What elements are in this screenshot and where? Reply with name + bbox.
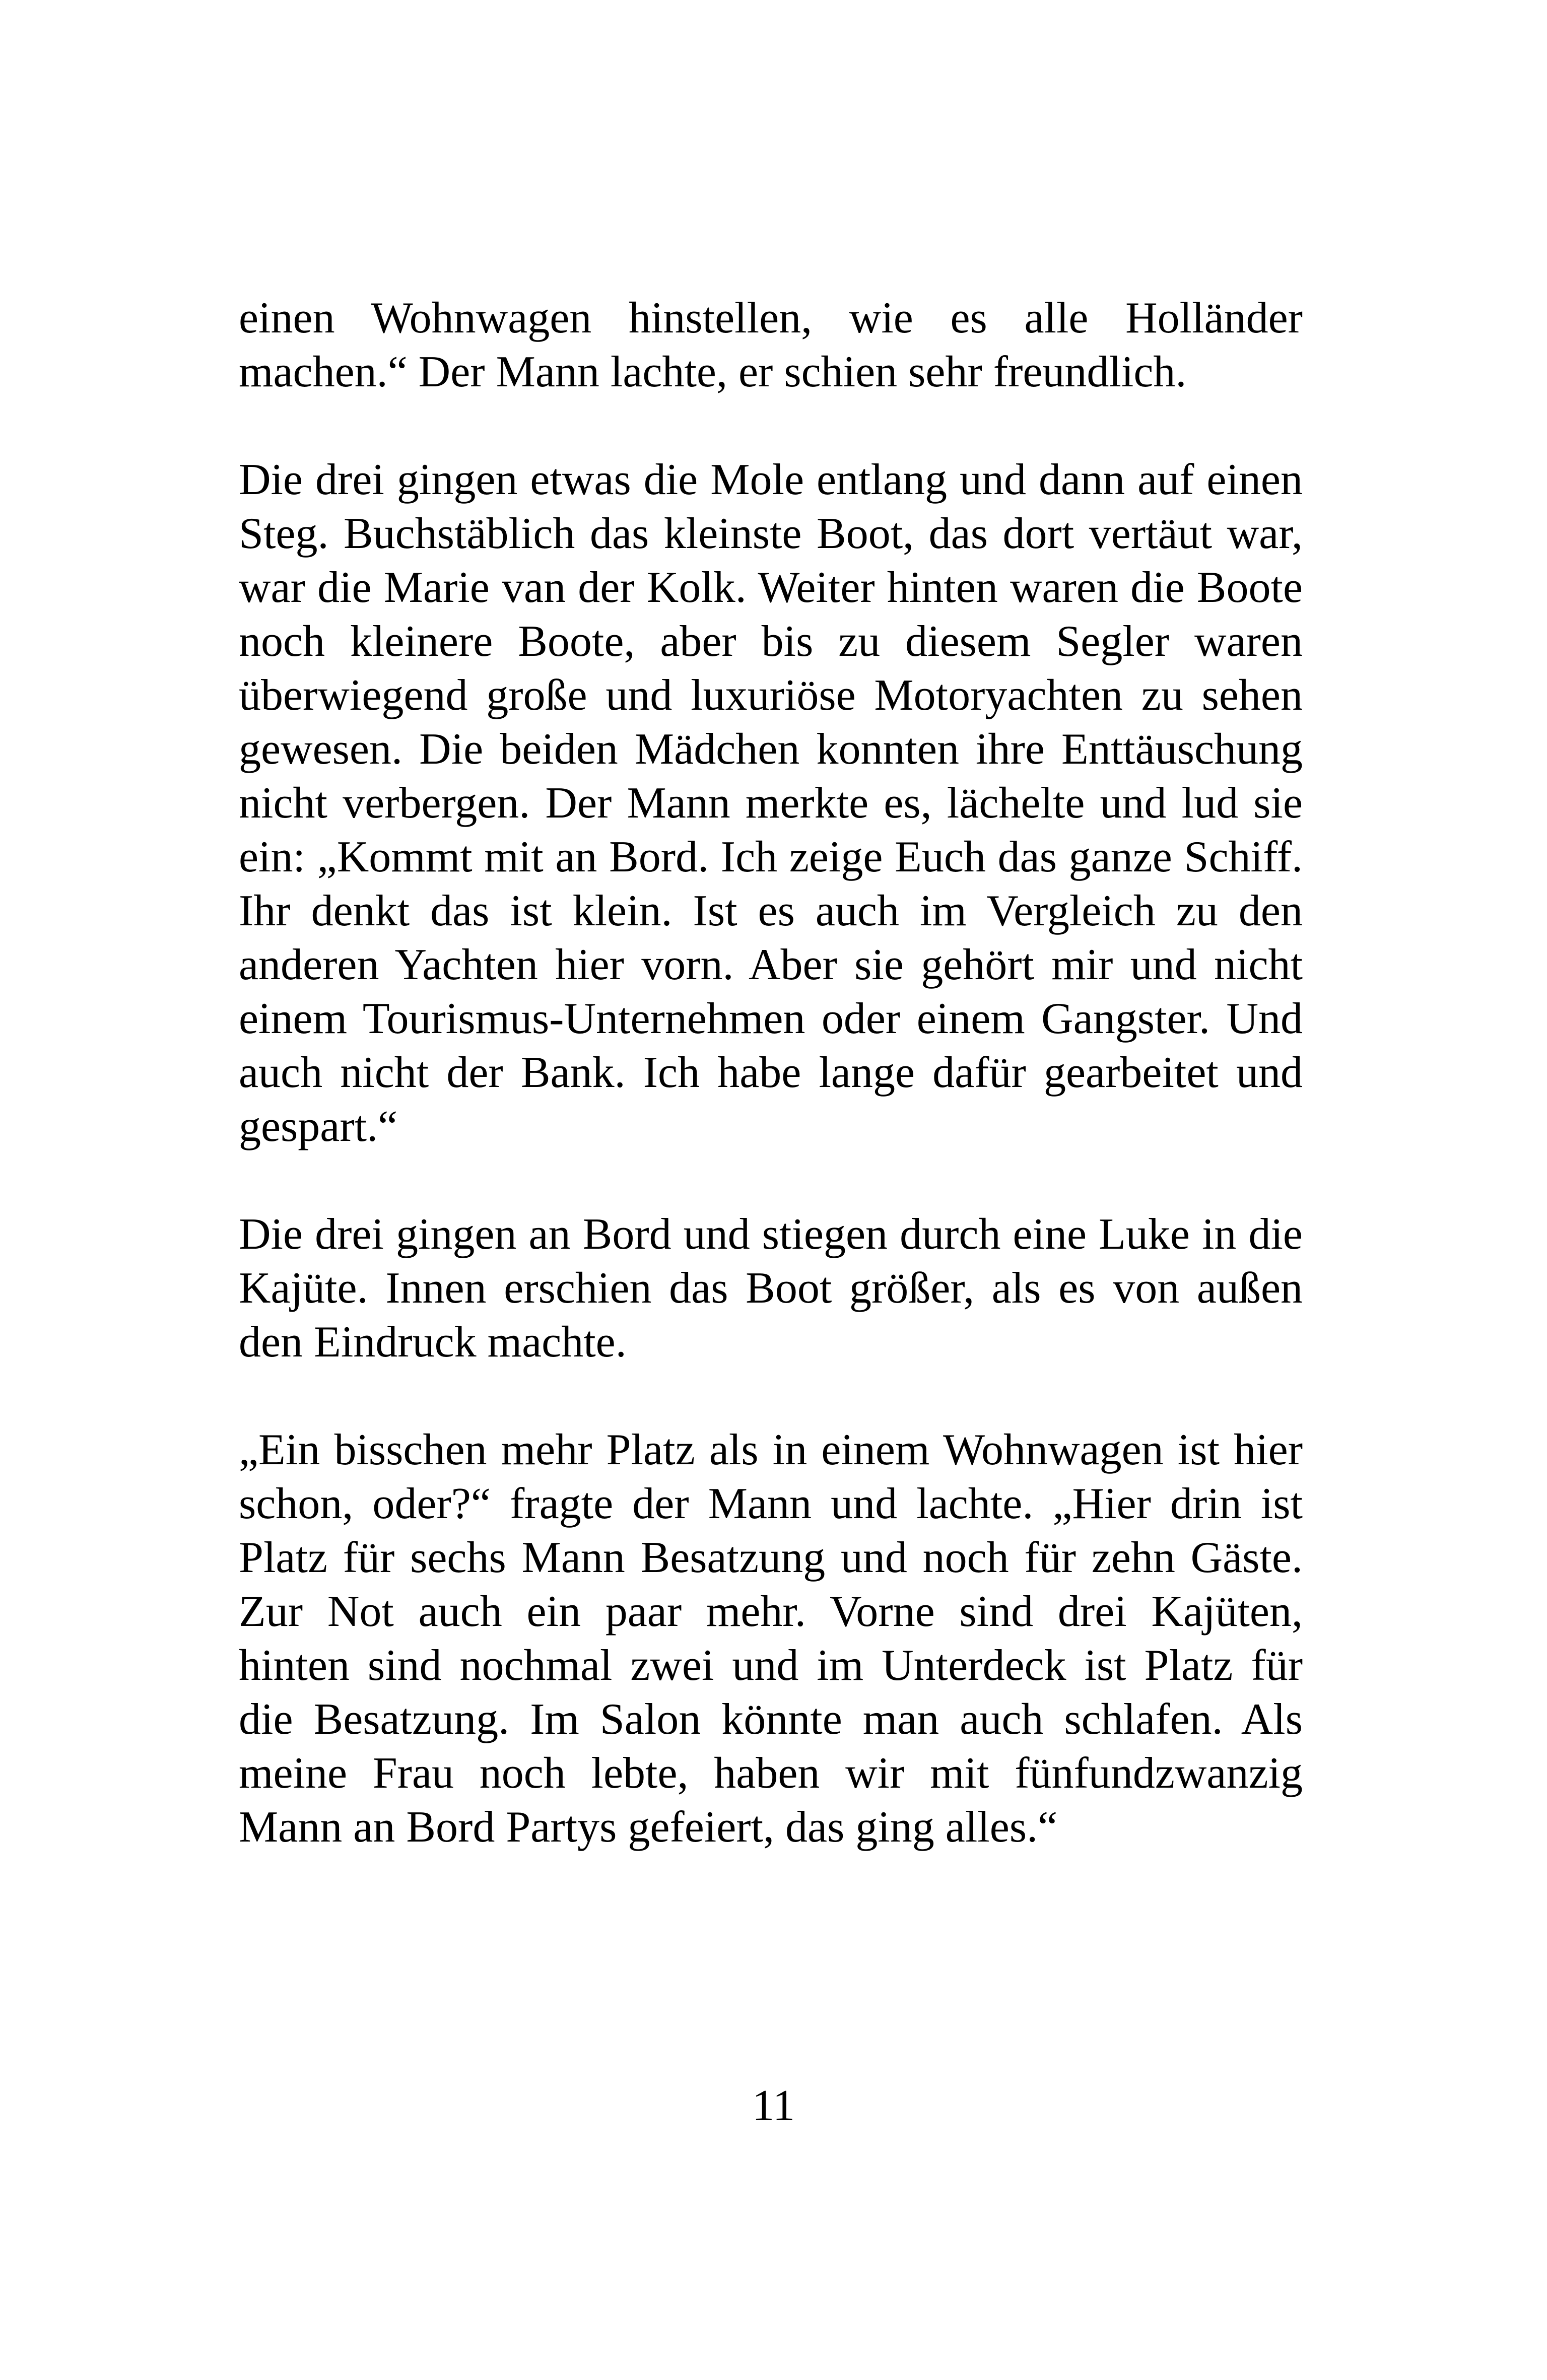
paragraph-4: „Ein bisschen mehr Platz als in einem Wohnwagen ist hier schon, oder?“ fragte der Mann und lachte. „Hier drin ist Platz für sechs Mann Besatzung und noch für zehn Gäste. Zur Not auch ein paar mehr. Vorne sind drei Kajüten, hinten sind nochmal zwei und im Unterdeck ist Platz für die Besatzung. Im Salon könnte man auch schlafen. Als meine Frau noch lebte, haben wir mit fünfundzwanzig Mann an Bord Partys gefeiert, das ging alles.“ xyxy=(239,1425,1303,1852)
paragraph-2: Die drei gingen etwas die Mole entlang und dann auf einen Steg. Buchstäblich das kleinste Boot, das dort vertäut war, war die Marie van der Kolk. Weiter hinten waren die Boote noch kleinere Boote, aber bis zu diesem Segler waren überwiegend große und luxuriöse Motoryachten zu sehen gewesen. Die beiden Mädchen konnten ihre Enttäuschung nicht verbergen. Der Mann merkte es, lächelte und lud sie ein: „Kommt mit an Bord. Ich zeige Euch das ganze Schiff. Ihr denkt das ist klein. Ist es auch im Vergleich zu den anderen Yachten hier vorn. Aber sie gehört mir und nicht einem Tourismus-Unternehmen oder einem Gangster. Und auch nicht der Bank. Ich habe lange dafür gearbeitet und gespart.“ xyxy=(239,455,1303,1151)
page-number: 11 xyxy=(752,2081,795,2130)
paragraph-3: Die drei gingen an Bord und stiegen durch eine Luke in die Kajüte. Innen erschien das Boot größer, als es von außen den Eindruck machte. xyxy=(239,1210,1303,1367)
paragraph-1: einen Wohnwagen hinstellen, wie es alle Holländer machen.“ Der Mann lachte, er schien sehr freundlich. xyxy=(239,294,1303,396)
body-text xyxy=(239,291,1303,1854)
